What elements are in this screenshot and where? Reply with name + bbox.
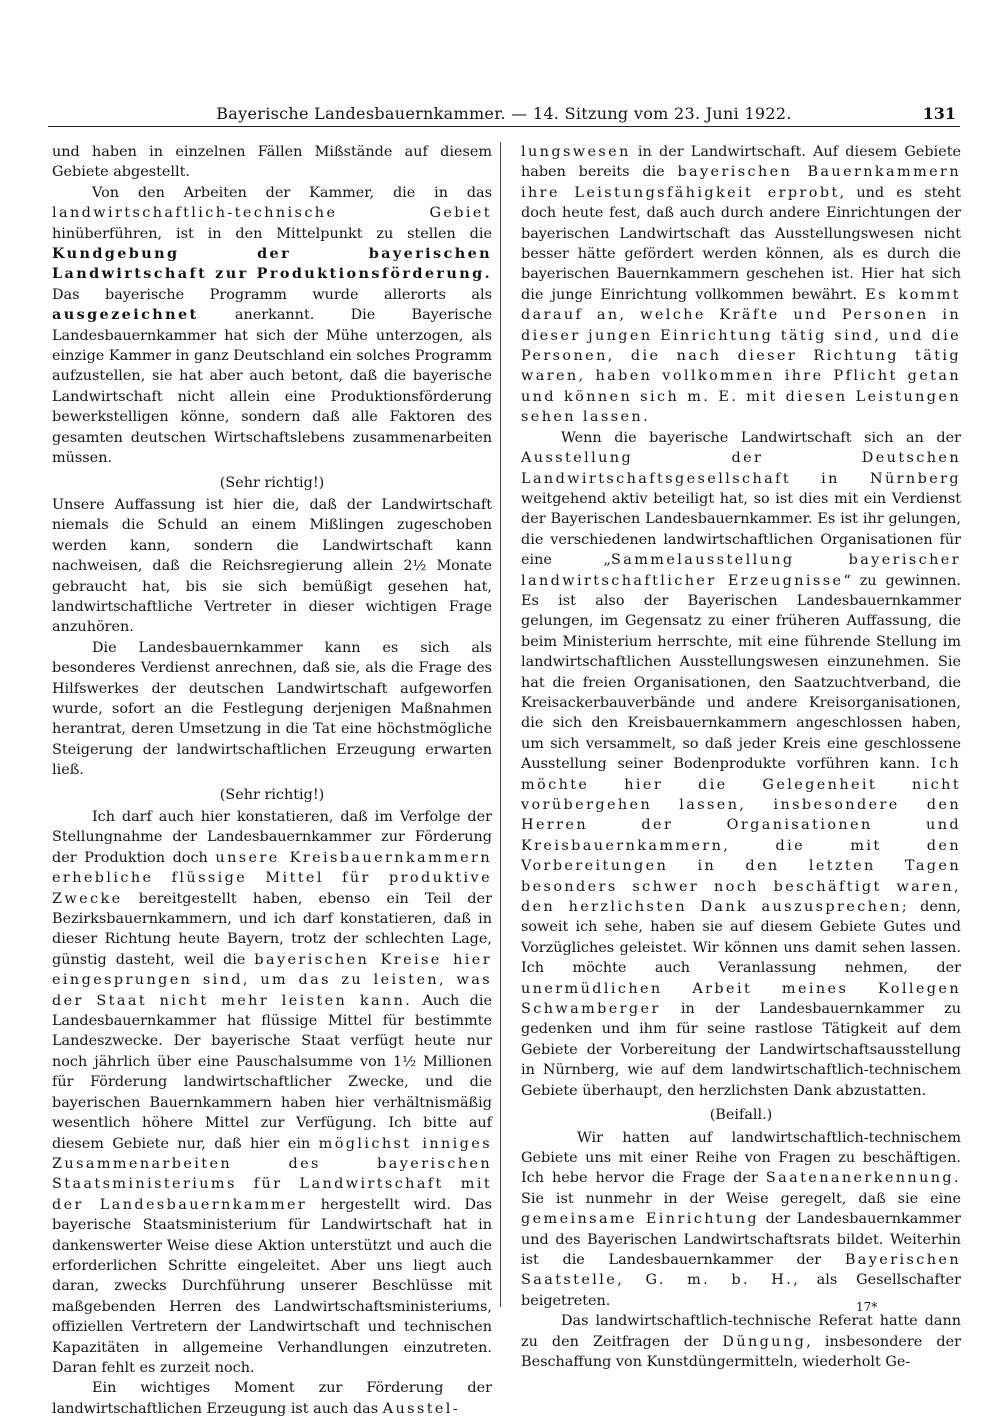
text-run: Das landwirtschaftlich-technische Referat hatte dann zu den Zeitfragen der	[521, 1313, 961, 1350]
emphasis: Ausstel-	[382, 1400, 461, 1417]
text-run: Das bayerische Programm wurde allerorts als	[52, 286, 492, 303]
text-run: Ein wichtiges Moment zur Förderung der landwirtschaftlichen Erzeugung ist auch das	[52, 1380, 492, 1417]
text-run: in der Landwirtschaft. Auf diesem Gebiete haben bereits die	[521, 144, 961, 181]
interjection: (Sehr richtig!)	[219, 474, 325, 491]
emphasis: unsere Kreisbauernkammern erhebliche flüssige Mittel für produktive Zwecke	[52, 849, 492, 907]
emphasis: landwirtschaftlich-technische Gebiet	[52, 205, 492, 222]
emphasis: möglichst inniges Zusammenarbeiten des bayerischen Staatsministeriums für Landwirtschaft mit der Landesbauernkammer	[52, 1135, 492, 1213]
text-run: “ zu gewinnen. Es ist also der Bayerischen Landesbauernkammer gelungen, im Gegensatz zu einer früheren Auffassung, die beim Ministerium herrschte, mit eine führende Stellung im landwirtschaftlichen Ausstellungswesen einzunehmen. Sie hat die freien Organisationen, den Saatzuchtverband, die Kreisackerbauverbände und andere Kreisorganisationen, die sich den Kreisbauernkammern angeschlossen haben, um sich versammelt, so daß jeder Kreis eine geschlossene Ausstellung seiner Bodenprodukte vorführen kann.	[521, 572, 961, 773]
paragraph: Die Landesbauernkammer kann es sich als besonderes Verdienst anrechnen, daß sie, als die Frage des Hilfswerkes der deutschen Landwirtschaft aufgeworfen wurde, sofort an die Festlegung derjenigen Maßnahmen herantrat, deren Umsetzung in die Tat eine höchstmögliche Steigerung der landwirtschaftlichen Erzeugung erwarten ließ.	[52, 639, 492, 779]
text-run: Sie ist nunmehr in der Weise geregelt, daß sie eine	[521, 1190, 961, 1207]
text-run: weitgehend aktiv beteiligt hat, so ist dies mit ein Verdienst der Bayerischen Landesbauernkammer. Es ist ihr gelungen, die verschiedenen landwirtschaftlichen Organisationen für eine „	[521, 490, 961, 569]
text-run: Ich darf auch hier konstatieren, daß im Verfolge der Stellungnahme der Landesbauernkammer zur Förderung der Produktion doch	[52, 809, 492, 866]
emphasis: Ausstellung der Deutschen Landwirtschaftsgesellschaft in Nürnberg	[521, 450, 961, 487]
emphasis: Sammelausstellung bayerischer landwirtschaftlicher Erzeugnisse	[521, 552, 962, 589]
text-run: Von den Arbeiten der Kammer, die in das	[92, 184, 492, 201]
header-title: Bayerische Landesbauernkammer. — 14. Sitzung vom 23. Juni 1922.	[216, 104, 792, 123]
paragraph	[521, 1128, 961, 1312]
text-run: hergestellt wird. Das bayerische Staatsministerium für Landwirtschaft hat in dankenswerter Weise diese Aktion unterstützt und auch die erforderlichen Schritte eingeleitet. Aber uns liegt auch daran, zwecks Durchführung unserer Beschlüsse mit maßgebenden Herren des Landwirtschaftsministeriums, offiziellen Vertretern der Landwirtschaft und technischen Kapazitäten in allgemeine Verhandlungen einzutreten. Daran fehlt es zurzeit noch.	[52, 1196, 492, 1376]
text-run: , als Gesellschafter beigetreten.	[521, 1272, 961, 1309]
emphasis: bayerischen Bauernkammern ihre Leistungsfähigkeit erprobt	[521, 164, 961, 201]
sheet-signature: 17*	[856, 1300, 878, 1314]
paragraph: und haben in einzelnen Fällen Mißstände auf diesem Gebiete abgestellt.	[52, 144, 492, 181]
text-run: der Landesbauernkammer und des Bayerischen Landwirtschaftsrats bildet. Weiterhin ist die Landesbauernkammer der	[521, 1211, 962, 1268]
interjection: (Beifall.)	[709, 1107, 773, 1124]
emphasis: gemeinsame Einrichtung	[521, 1211, 759, 1228]
paragraph	[52, 1378, 492, 1419]
paragraph	[521, 142, 961, 428]
page-number: 131	[922, 104, 956, 123]
text-run: , und es steht doch heute fest, daß auch durch andere Einrichtungen der bayerischen Landwirtschaft das Ausstellungswesen nicht besser hätte gefördert werden können, als es durch die bayerischen Bauernkammern geschehen ist. Hier hat sich die junge Einrichtung vollkommen bewährt.	[521, 184, 961, 303]
emphasis: Düngung	[722, 1333, 807, 1350]
left-column	[52, 142, 492, 1419]
running-header	[48, 104, 960, 127]
paragraph	[52, 807, 492, 1378]
emphasis: lungswesen	[521, 144, 631, 160]
text-run: hinüberführen, ist in den Mittelpunkt zu stellen die	[52, 225, 492, 242]
emphasis: Bayerischen Saatstelle, G. m. b. H.	[521, 1251, 961, 1289]
text-run: in der Landesbauernkammer zu gedenken und ihm für seine rastlose Tätigkeit auf dem Gebiete der Vorbereitung der Landwirtschaftsausstellung in Nürnberg, wie auf dem landwirtschaftlich-technischem Gebiete überhaupt, den herzlichsten Dank abzustatten.	[521, 1001, 961, 1099]
emphasis: Ich möchte hier die Gelegenheit nicht vorübergehen lassen, insbesondere den Herren der Organisationen und Kreisbauernkammern, die mit den Vorbereitungen in den letzten Tagen besonders schwer noch beschäftigt waren, den herzlichsten Dank auszusprechen;	[521, 756, 961, 916]
text-run: Wenn die bayerische Landwirtschaft sich an der	[561, 429, 961, 446]
emphasis: Kundgebung der bayerischen Landwirtschaft zur Produktionsförderung.	[52, 245, 492, 283]
interjection: (Sehr richtig!)	[219, 786, 325, 803]
emphasis: ausgezeichnet	[52, 306, 199, 324]
emphasis: Es kommt darauf an, welche Kräfte und Personen in dieser jungen Einrichtung tätig sind, und die Personen, die nach dieser Richtung tätig waren, haben vollkommen ihre Pflicht getan und können sich m. E. mit diesen Leistungen sehen lassen.	[521, 286, 961, 426]
text-run: denn, soweit ich sehe, haben sie auf diesem Gebiete Gutes und Vorzügliches geleistet. Wir können uns damit sehen lassen. Ich möchte auch Veranlassung nehmen, der	[521, 899, 961, 977]
text-run: Wir hatten auf landwirtschaftlich-technischem Gebiete uns mit einer Reihe von Fragen zu beschäftigen. Ich hebe hervor die Frage der	[521, 1129, 961, 1187]
paragraph	[521, 1311, 961, 1372]
emphasis: unermüdlichen Arbeit meines Kollegen Schwamberger	[521, 980, 961, 1018]
paragraph	[521, 428, 961, 1101]
text-run: , insbesondere der Beschaffung von Kunstdüngermitteln, wiederholt Ge-	[521, 1333, 961, 1370]
right-column	[521, 142, 961, 1372]
text-run: bereitgestellt haben, ebenso ein Teil der Bezirksbauernkammern, und ich darf konstatieren, daß in dieser Richtung heute Bayern, trotz der schlechten Lage, günstig dasteht, weil die	[52, 890, 492, 968]
text-run: anerkannt. Die Bayerische Landesbauernkammer hat sich der Mühe unterzogen, als einzige Kammer in ganz Deutschland ein solches Programm aufzustellen, sie hat aber auch betont, daß die bayerische Landwirtschaft nicht allein eine Produktionsförderung bewerkstelligen könne, sondern daß alle Faktoren des gesamten deutschen Wirtschaftslebens zusammenarbeiten müssen.	[52, 307, 492, 467]
paragraph	[52, 183, 492, 469]
emphasis: Saatenanerkennung.	[765, 1170, 961, 1187]
paragraph: Unsere Auffassung ist hier die, daß der Landwirtschaft niemals die Schuld an einem Mißlingen zugeschoben werden kann, sondern die Landwirtschaft kann nachweisen, daß die Reichsregierung allein 2½ Monate gebraucht hat, bis sie sich bemüßigt gesehen hat, landwirtschaftliche Vertreter in dieser wichtigen Frage anzuhören.	[52, 496, 492, 636]
emphasis: bayerischen Kreise hier eingesprungen sind, um das zu leisten, was der Staat nicht mehr leisten kann.	[52, 951, 492, 1009]
text-run: Auch die Landesbauernkammer hat flüssige Mittel für bestimmte Landeszwecke. Der bayerische Staat verfügt heute nur noch jährlich über eine Pauschalsumme von 1½ Millionen für Förderung landwirtschaftlicher Zwecke, und die bayerischen Bauernkammern haben hier verhältnismäßig wesentlich höhere Mittel zur Verfügung. Ich bitte auf diesem Gebiete nur, daß hier ein	[52, 992, 492, 1152]
column-divider	[500, 142, 501, 1307]
